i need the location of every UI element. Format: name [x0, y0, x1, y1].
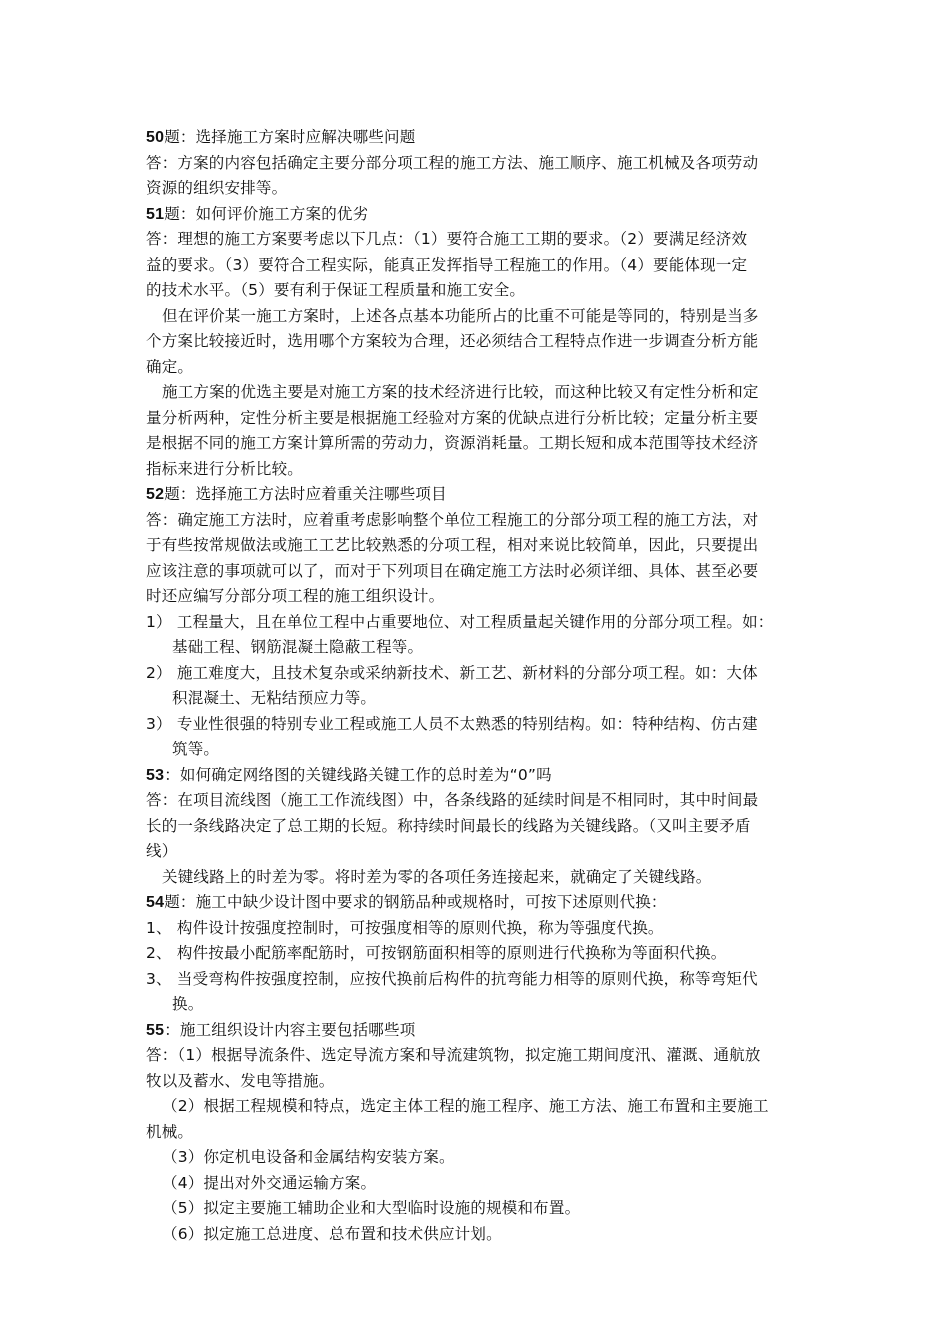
question-title: ：施工组织设计内容主要包括哪些项	[164, 1020, 416, 1039]
text-line: 益的要求。（3）要符合工程实际，能真正发挥指导工程施工的作用。（4）要能体现一定	[146, 255, 748, 274]
text-line: 指标来进行分析比较。	[146, 459, 304, 478]
text-line: 基础工程、钢筋混凝土隐蔽工程等。	[172, 638, 424, 656]
question-heading	[146, 204, 826, 225]
text-line: 个方案比较接近时，选用哪个方案较为合理，还必须结合工程特点作进一步调查分析方能	[146, 332, 759, 350]
text-line: 3） 专业性很强的特别专业工程或施工人员不太熟悉的特别结构。如：特种结构、仿古建	[146, 714, 758, 733]
text-line: 牧以及蓄水、发电等措施。	[146, 1071, 335, 1090]
text-line: 资源的组织安排等。	[146, 179, 288, 197]
text-line: 时还应编写分部分项工程的施工组织设计。	[146, 587, 445, 605]
text-line: 答：在项目流线图（施工工作流线图）中，各条线路的延续时间是不相同时，其中时间最	[146, 791, 759, 809]
text-line: 换。	[172, 995, 204, 1013]
question-title: 题：施工中缺少设计图中要求的钢筋品种或规格时，可按下述原则代换：	[164, 893, 667, 911]
text-line: 量分析两种，定性分析主要是根据施工经验对方案的优缺点进行分析比较；定量分析主要	[146, 408, 759, 427]
text-line: 答：（1）根据导流条件、选定导流方案和导流建筑物，拟定施工期间度汛、灌溉、通航放	[146, 1046, 761, 1064]
text-line: 1） 工程量大，且在单位工程中占重要地位、对工程质量起关键作用的分部分项工程。如：	[146, 612, 774, 631]
text-line: 2） 施工难度大，且技术复杂或采纳新技术、新工艺、新材料的分部分项工程。如：大体	[146, 663, 758, 682]
text-line: （6）拟定施工总进度、总布置和技术供应计划。	[162, 1224, 502, 1243]
text-line: 关键线路上的时差为零。将时差为零的各项任务连接起来，就确定了关键线路。	[162, 867, 712, 886]
text-line: 的技术水平。（5）要有利于保证工程质量和施工安全。	[146, 281, 526, 299]
question-title: ：如何确定网络图的关键线路关键工作的总时差为“0”吗	[164, 765, 552, 784]
text-line: 答：确定施工方法时，应着重考虑影响整个单位工程施工的分部分项工程的施工方法，对	[146, 510, 759, 529]
text-line: 长的一条线路决定了总工期的长短。称持续时间最长的线路为关键线路。（又叫主要矛盾	[146, 816, 751, 835]
text-line: 应该注意的事项就可以了，而对于下列项目在确定施工方法时必须详细、具体、甚至必要	[146, 561, 759, 580]
question-number: 51	[146, 205, 165, 223]
question-number: 50	[146, 129, 165, 146]
text-line: 于有些按常规做法或施工工艺比较熟悉的分项工程，相对来说比较简单，因此，只要提出	[146, 536, 759, 554]
question-title: 题：如何评价施工方案的优劣	[164, 204, 369, 223]
text-line: 确定。	[146, 357, 194, 376]
text-line: 机械。	[146, 1122, 194, 1141]
text-line: （5）拟定主要施工辅助企业和大型临时设施的规模和布置。	[162, 1199, 581, 1217]
text-line: 2、 构件按最小配筋率配筋时，可按钢筋面积相等的原则进行代换称为等面积代换。	[146, 944, 727, 962]
question-number: 54	[146, 894, 165, 911]
text-line: 筑等。	[172, 740, 220, 758]
text-line: 3、 当受弯构件按强度控制，应按代换前后构件的抗弯能力相等的原则代换，称等弯矩代	[146, 969, 758, 988]
question-title: 题：选择施工方法时应着重关注哪些项目	[164, 485, 447, 503]
question-number: 52	[146, 486, 165, 503]
text-line: 答：方案的内容包括确定主要分部分项工程的施工方法、施工顺序、施工机械及各项劳动	[146, 153, 759, 172]
question-heading	[146, 892, 826, 913]
text-line: 但在评价某一施工方案时，上述各点基本功能所占的比重不可能是等同的，特别是当多	[162, 306, 759, 325]
question-heading	[146, 1020, 826, 1041]
text-line: 积混凝土、无粘结预应力等。	[172, 689, 377, 707]
question-number: 55	[146, 1021, 165, 1039]
question-heading	[146, 484, 826, 505]
question-number: 53	[146, 766, 165, 784]
text-line: 是根据不同的施工方案计算所需的劳动力，资源消耗量。工期长短和成本范围等技术经济	[146, 434, 759, 452]
text-line: 线）	[146, 842, 178, 860]
text-line: （4）提出对外交通运输方案。	[162, 1173, 377, 1192]
question-heading	[146, 765, 826, 786]
text-line: 1、 构件设计按强度控制时，可按强度相等的原则代换，称为等强度代换。	[146, 918, 664, 937]
text-line: （2）根据工程规模和特点，选定主体工程的施工程序、施工方法、施工布置和主要施工	[162, 1097, 769, 1115]
question-heading	[146, 127, 826, 148]
question-title: 题：选择施工方案时应解决哪些问题	[164, 128, 416, 146]
text-line: 答：理想的施工方案要考虑以下几点：（1）要符合施工工期的要求。（2）要满足经济效	[146, 230, 748, 248]
text-line: 施工方案的优选主要是对施工方案的技术经济进行比较，而这种比较又有定性分析和定	[162, 383, 759, 401]
text-line: （3）你定机电设备和金属结构安装方案。	[162, 1148, 455, 1166]
